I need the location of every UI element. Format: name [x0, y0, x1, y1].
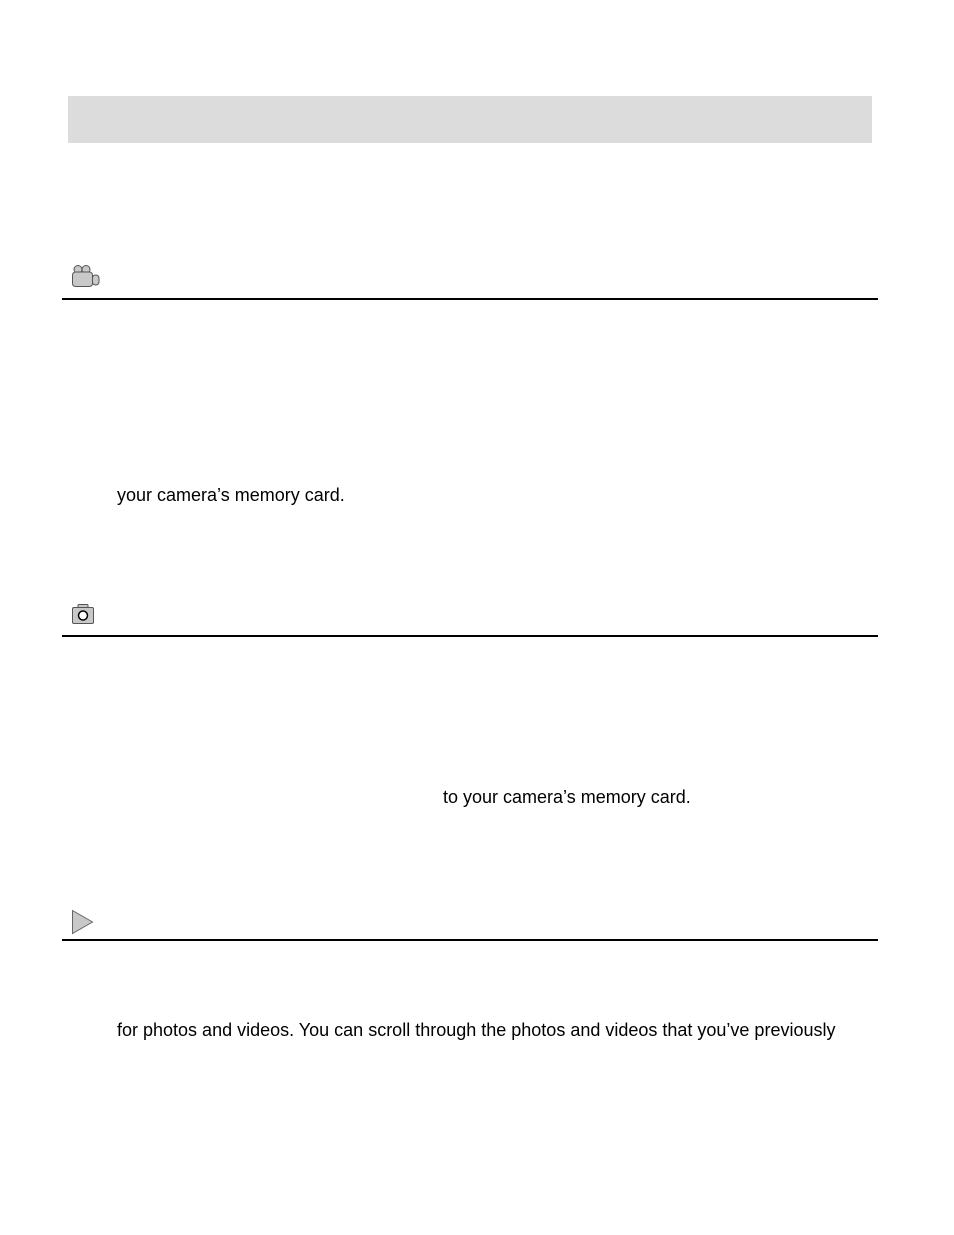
video-camera-icon — [71, 264, 101, 288]
section-divider-photo — [62, 635, 878, 637]
section-divider-playback — [62, 939, 878, 941]
video-section-text: your camera’s memory card. — [117, 485, 345, 505]
header-band — [68, 96, 872, 143]
playback-section-text: for photos and videos. You can scroll through the photos and videos that you’ve previously — [117, 1020, 836, 1040]
photo-camera-icon — [71, 603, 97, 625]
section-divider-video — [62, 298, 878, 300]
photo-section-text: to your camera’s memory card. — [443, 787, 691, 807]
play-icon — [71, 909, 95, 935]
